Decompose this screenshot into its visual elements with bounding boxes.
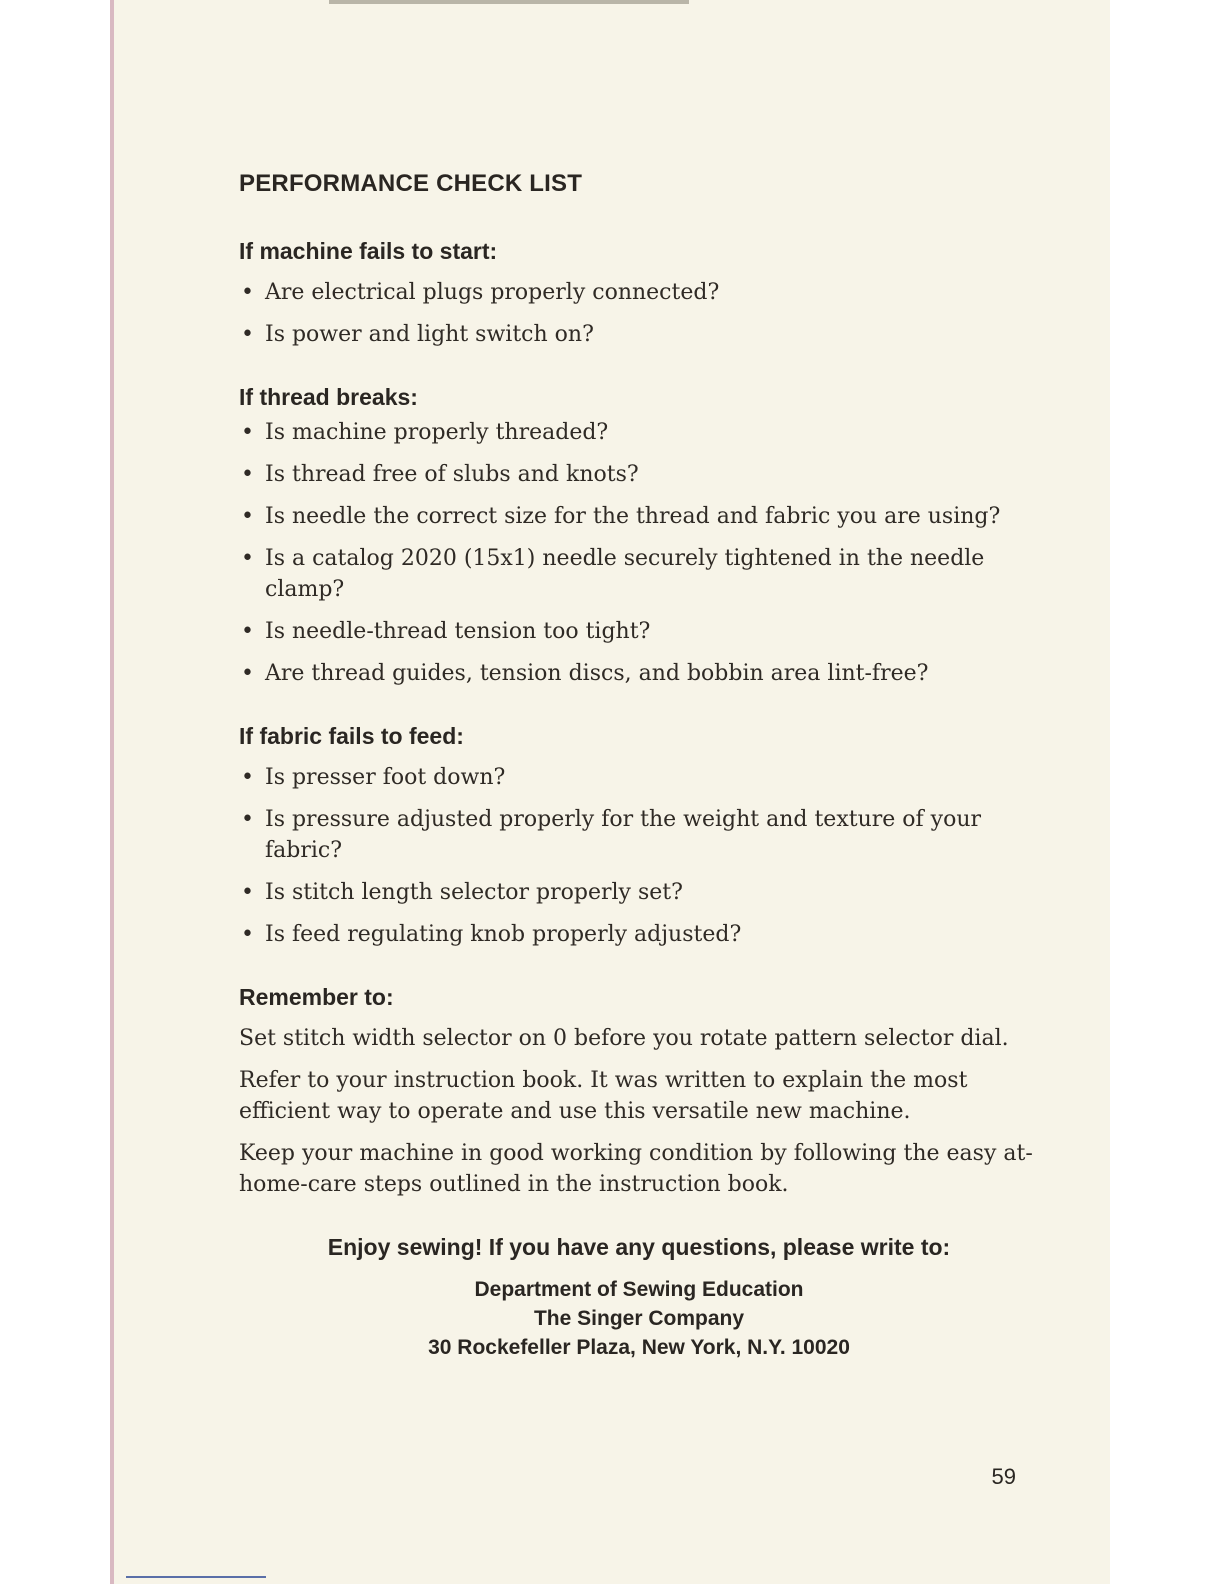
checklist-item: • Is pressure adjusted properly for the weight and texture of your fabric? [239,804,1039,866]
checklist [239,762,1039,950]
address-line: Department of Sewing Education [474,1278,804,1301]
checklist-item: • Is needle-thread tension too tight? [239,616,1039,647]
checklist-item: • Are electrical plugs properly connected? [239,277,1039,308]
checklist [239,277,1039,350]
paragraph: Keep your machine in good working condition by following the easy at-home-care steps outlined in the instruction book. [239,1141,1033,1197]
checklist-item: • Is thread free of slubs and knots? [239,459,1039,490]
document-page [110,0,1110,1584]
checklist-item: • Is machine properly threaded? [239,417,1039,448]
checklist-item: • Is stitch length selector properly set? [239,877,1039,908]
checklist-item: • Is feed regulating knob properly adjusted? [239,919,1039,950]
checklist [239,417,1039,689]
section-heading: If fabric fails to feed: [239,723,464,749]
checklist-item: • Is needle the correct size for the thread and fabric you are using? [239,501,1039,532]
closing-line: Enjoy sewing! If you have any questions, please write to: [327,1234,951,1260]
section-remember [239,984,1039,1200]
checklist-item: • Is power and light switch on? [239,319,1039,350]
checklist-item: • Is presser foot down? [239,762,1039,793]
section-heading: If thread breaks: [239,384,418,410]
section-heading: If machine fails to start: [239,238,498,264]
paragraph: Refer to your instruction book. It was written to explain the most efficient way to operate and use this versatile new machine. [239,1068,968,1124]
address-line: 30 Rockefeller Plaza, New York, N.Y. 10020 [428,1336,850,1359]
page-title: PERFORMANCE CHECK LIST [239,170,583,197]
section-heading: Remember to: [239,984,394,1010]
checklist-item: • Is a catalog 2020 (15x1) needle securely tightened in the needle clamp? [239,543,1039,605]
scan-edge-mark [329,0,689,4]
section-fabric-feed [239,723,1039,950]
section-thread-breaks [239,384,1039,689]
section-machine-fails [239,238,1039,350]
address-line: The Singer Company [533,1307,745,1330]
page-number: 59 [991,1464,1016,1489]
page-content [239,170,1039,1362]
checklist-item: • Are thread guides, tension discs, and bobbin area lint-free? [239,658,1039,689]
paragraph: Set stitch width selector on 0 before you rotate pattern selector dial. [239,1026,1009,1051]
scan-edge-line [126,1576,266,1578]
